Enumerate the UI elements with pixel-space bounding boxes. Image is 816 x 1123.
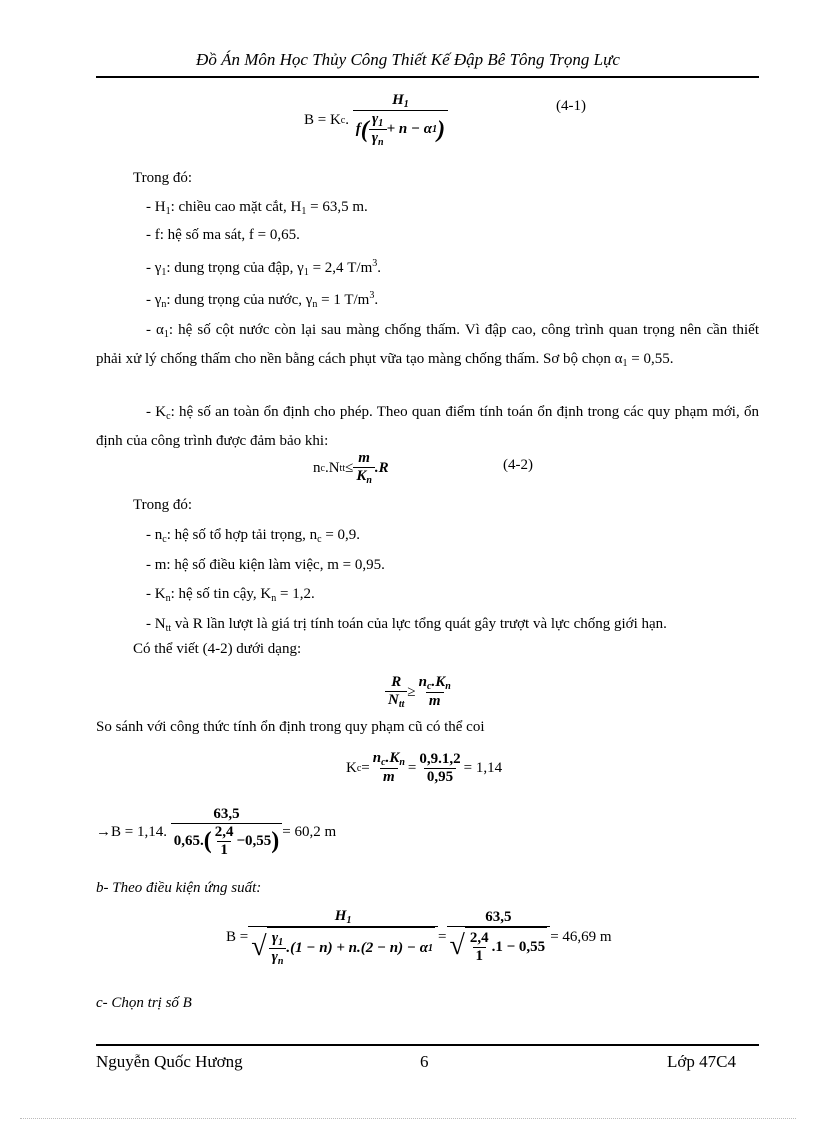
section-c-heading: c- Chọn trị số B [96, 995, 192, 1011]
item-gamma1: - $\gamma_1$: dung trọng của đập, $\gamma_1 = 2,4$ $T/m^3$. [146, 258, 382, 278]
equation-4-1: B = K c . $H_1$ f ( $\frac{\gamma_1}{\gamma_n}$ + n − α 1 ) [304, 88, 448, 152]
co-the-viet: Có thể viết (4-2) dưới dạng: [133, 641, 302, 657]
eq41-label: (4-1) [556, 98, 586, 114]
equation-kc: K c = $\frac{n_c.K_n}{m}$ = $\frac{0,9.1,2}{0,95}$ = 1,14 [346, 750, 503, 785]
trong-do-1: Trong đó: [133, 170, 193, 186]
item-alpha: - $\alpha_1$: hệ số cột nước còn lại sau màng chống thấm. Vì đập cao, công trình quan trọng nên cần thiết phải xử lý chống thấm cho nền bằng cách phụt vữa tạo màng chống thấm. Sơ bộ chọn $\alpha_1 = 0,55$. [96, 322, 759, 369]
equation-inequality: $\frac{R}{N_{tt}}$ ≥ $\frac{n_c.K_n}{m}$ [385, 668, 454, 716]
footer-author: Nguyễn Quốc Hương [96, 1052, 243, 1071]
footer-class: Lớp 47C4 [667, 1052, 736, 1071]
equation-b-stability: →B = 1,14. 63,5 0,65. ( $\frac{2,4}{1}$ −0,55 ) = 60,2 m [96, 805, 337, 858]
item-h1: - $H_1$: chiều cao mặt cắt, $H_1 = 63,5$ m. [146, 199, 368, 217]
equation-b-stress: B = $H_1$ √ $\frac{\gamma_1}{\gamma_n}$ .(1 − n) + n.(2 − n) − α 1 = 63,5 √ $\frac{2,4}{1}$ .1 − 0,55 = 46,69 m [226, 907, 612, 967]
footer-rule [96, 1044, 759, 1046]
item-nc: - $n_c$: hệ số tổ hợp tải trọng, $n_c = 0,9$. [146, 527, 361, 545]
section-b-heading: b- Theo điều kiện ứng suất: [96, 880, 262, 896]
so-sanh: So sánh với công thức tính ổn định trong quy phạm cũ có thể coi [96, 719, 485, 735]
item-gamman: - $\gamma_n$: dung trọng của nước, $\gamma_n = 1$ $T/m^3$. [146, 290, 379, 310]
eq41-fraction: $H_1$ f ( $\frac{\gamma_1}{\gamma_n}$ + n − α 1 ) [353, 92, 448, 148]
page-bottom-dotted-line [20, 1118, 796, 1119]
item-kc: - $K_c$: hệ số an toàn ổn định cho phép. Theo quan điểm tính toán ổn định trong các quy phạm mới, ổn định của công trình được đảm bảo khi: [96, 404, 760, 449]
equation-4-2: n c .N tt ≤ $\frac{m}{K_n}$ .R [313, 450, 389, 486]
eq42-label: (4-2) [503, 457, 533, 473]
header-rule [96, 76, 759, 78]
item-kn: - $K_n$: hệ số tin cậy, $K_n = 1,2$. [146, 586, 315, 604]
page-header: Đồ Án Môn Học Thủy Công Thiết Kế Đập Bê Tông Trọng Lực [196, 50, 620, 69]
trong-do-2: Trong đó: [133, 497, 193, 513]
item-f: - f: hệ số ma sát, f = 0,65. [146, 227, 300, 243]
item-m: - m: hệ số điều kiện làm việc, m = 0,95. [146, 557, 385, 573]
item-ntt: - $N_{tt}$ và R lần lượt là giá trị tính toán của lực tổng quát gây trượt và lực chống giới hạn. [146, 616, 667, 634]
footer-page-number: 6 [420, 1052, 429, 1071]
